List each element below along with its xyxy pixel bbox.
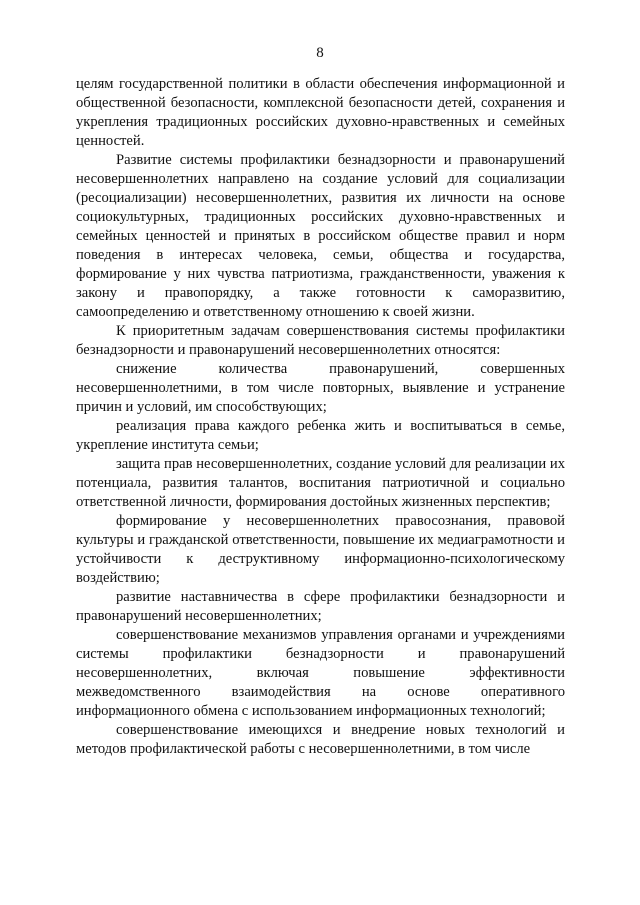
- list-item-mentorship: развитие наставничества в сфере профилактики безнадзорности и правонарушений несовершеннолетних;: [76, 589, 565, 624]
- document-body: [76, 75, 565, 759]
- list-item-legal-awareness: формирование у несовершеннолетних правосознания, правовой культуры и гражданской ответственности, повышение их медиаграмотности и устойчивости к деструктивному информационно-психологическому воздействию;: [76, 513, 565, 586]
- paragraph-priority-tasks-intro: К приоритетным задачам совершенствования системы профилактики безнадзорности и правонарушений несовершеннолетних относятся:: [76, 323, 565, 358]
- list-item-rights-protection: защита прав несовершеннолетних, создание условий для реализации их потенциала, развития талантов, воспитания патриотичной и социально ответственной личности, формирования достойных жизненных перспектив;: [76, 456, 565, 510]
- paragraph-continuation: целям государственной политики в области обеспечения информационной и общественной безопасности, комплексной безопасности детей, сохранения и укрепления традиционных российских духовно-нравственных и семейных ценностей.: [76, 76, 565, 149]
- list-item-family-right: реализация права каждого ребенка жить и воспитываться в семье, укрепление института семьи;: [76, 418, 565, 453]
- paragraph-prevention-development: Развитие системы профилактики безнадзорности и правонарушений несовершеннолетних направлено на создание условий для социализации (ресоциализации) несовершеннолетних, развития их личности на основе социокультурных, традиционных российских духовно-нравственных и семейных ценностей и принятых в российском обществе правил и норм поведения в интересах человека, семьи, общества и государства, формирование у них чувства патриотизма, гражданственности, уважения к закону и правопорядку, а также готовности к саморазвитию, самоопределению и ответственному отношению к своей жизни.: [76, 152, 565, 320]
- page-number: 8: [316, 45, 324, 61]
- list-item-technologies: совершенствование имеющихся и внедрение новых технологий и методов профилактической работы с несовершеннолетними, в том числе: [76, 722, 565, 757]
- list-item-reduce-offenses: снижение количества правонарушений, совершенных несовершеннолетними, в том числе повторных, выявление и устранение причин и условий, им способствующих;: [76, 361, 565, 415]
- list-item-management-improvement: совершенствование механизмов управления органами и учреждениями системы профилактики безнадзорности и правонарушений несовершеннолетних, включая повышение эффективности межведомственного взаимодействия на основе оперативного информационного обмена с использованием информационных технологий;: [76, 627, 565, 719]
